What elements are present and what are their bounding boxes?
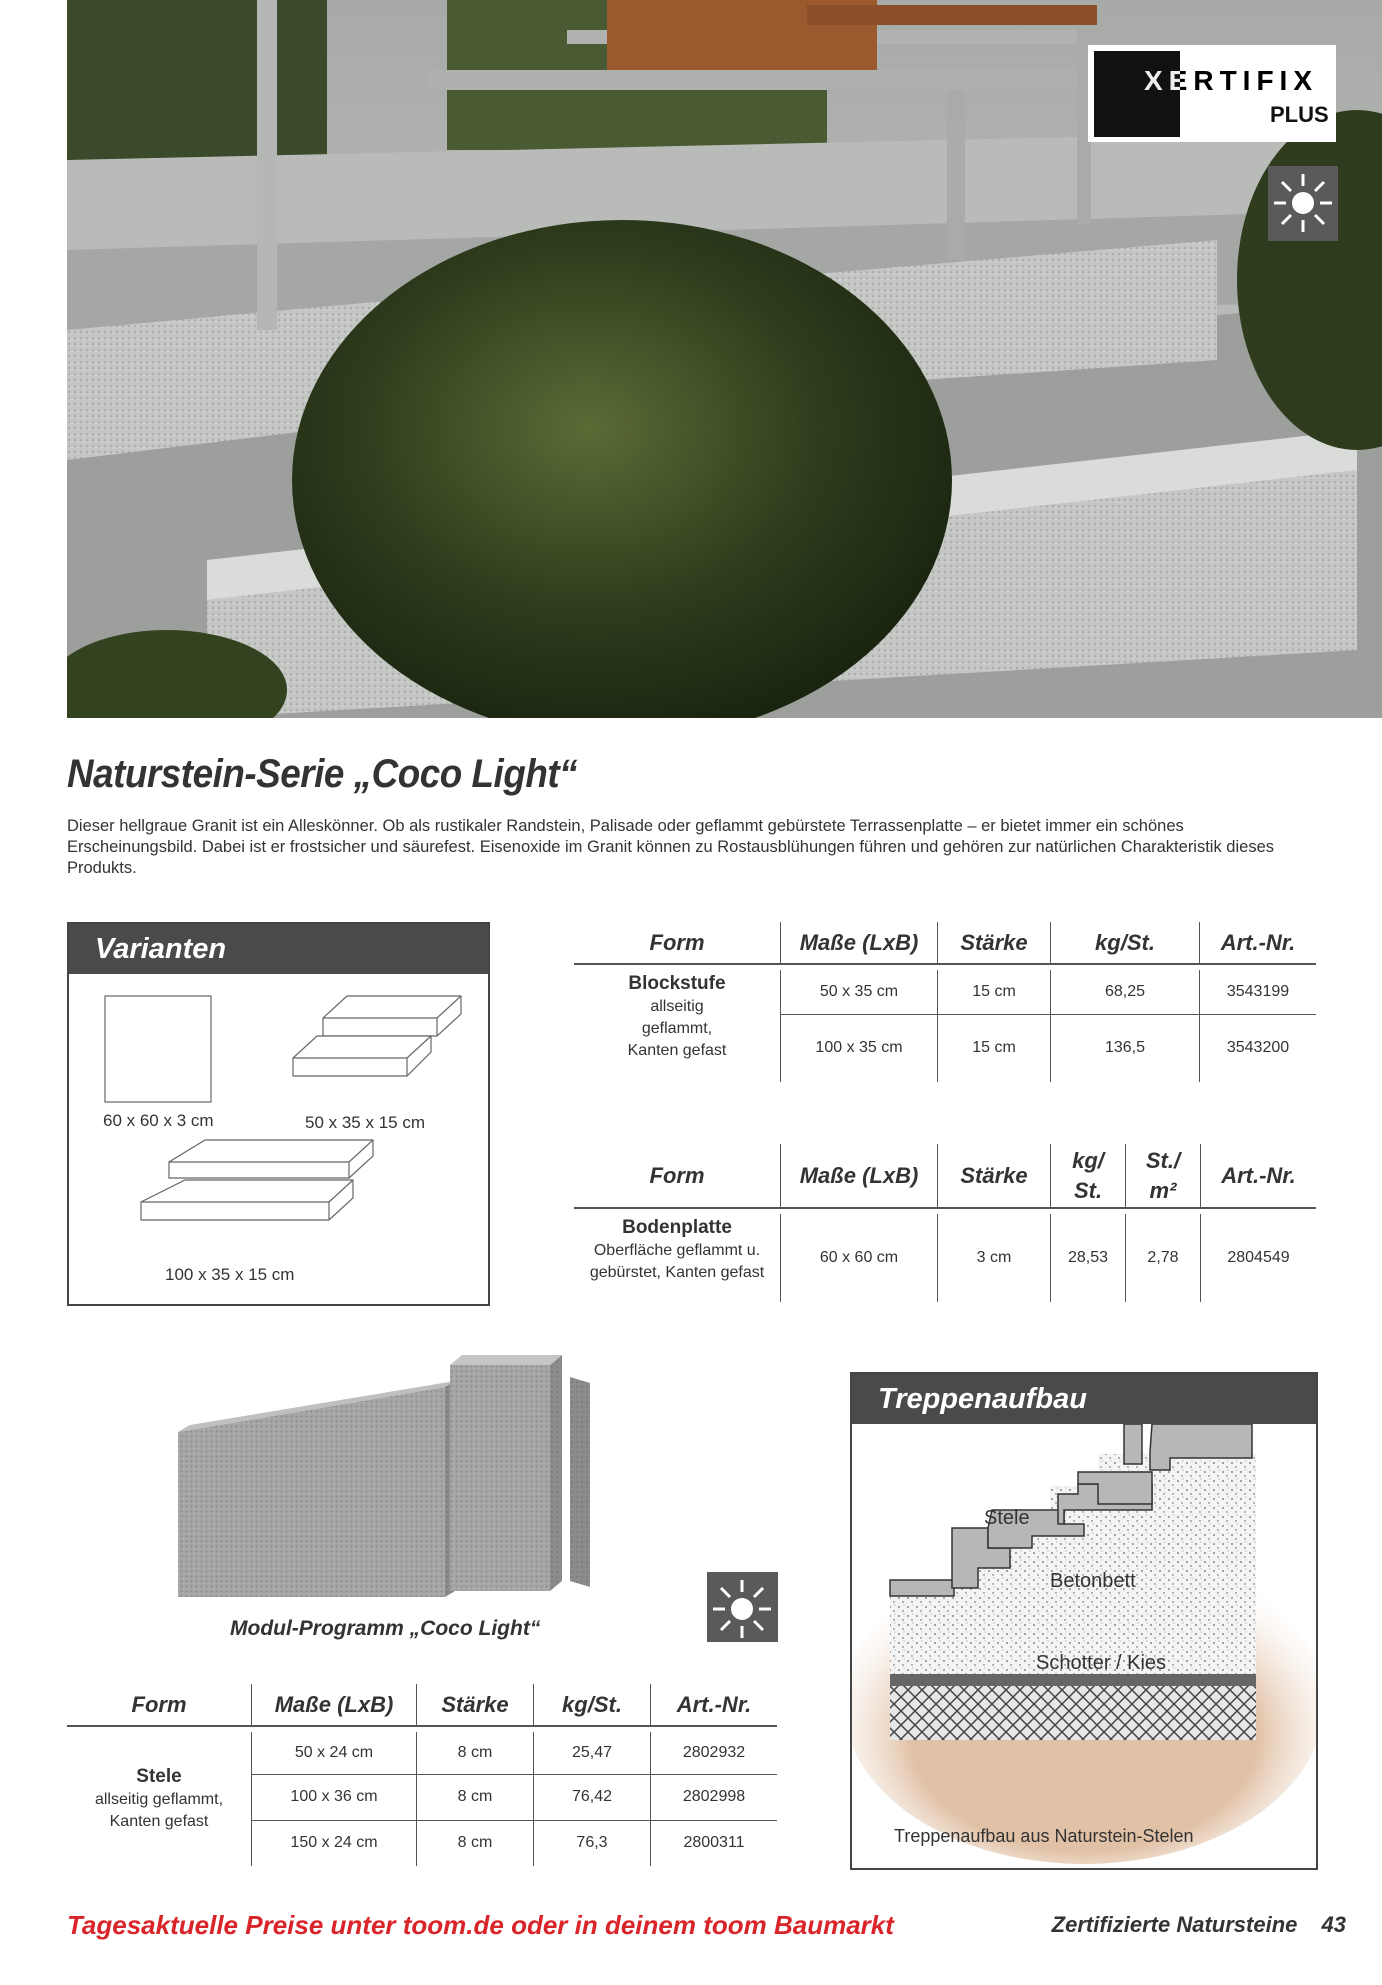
col-header-staerke: Stärke (938, 1144, 1051, 1208)
cell-kg: 68,25 (1051, 970, 1200, 1014)
col-header-kg-line2: St. (1073, 1177, 1103, 1203)
bodenplatte-table (574, 1144, 1316, 1302)
frost-sun-icon (1268, 166, 1338, 241)
varianten-heading: Varianten (69, 924, 488, 974)
cell-kg: 28,53 (1051, 1214, 1126, 1302)
stair-caption: Treppenaufbau aus Naturstein-Stelen (894, 1826, 1194, 1846)
cell-staerke: 3 cm (938, 1214, 1051, 1302)
form-desc-2: Kanten gefast (109, 1813, 209, 1830)
cell-artnr: 3543200 (1200, 1014, 1317, 1082)
cell-masse: 50 x 35 cm (781, 970, 938, 1014)
variant-illustrations (69, 974, 488, 1304)
cell-artnr: 2804549 (1201, 1214, 1317, 1302)
form-desc-2: gebürstet, Kanten gefast (589, 1264, 765, 1281)
cell-masse: 100 x 35 cm (781, 1014, 938, 1082)
cell-masse: 150 x 24 cm (252, 1820, 417, 1866)
stele-table (67, 1684, 777, 1866)
footer-price-note: Tagesaktuelle Preise unter toom.de oder in deinem toom Baumarkt (67, 1910, 894, 1940)
stair-label-schotter: Schotter / Kies (1036, 1652, 1167, 1674)
cell-kg: 76,3 (534, 1820, 651, 1866)
form-desc-1: Oberfläche geflammt u. (593, 1242, 761, 1259)
col-header-artnr: Art.-Nr. (1200, 922, 1317, 964)
cell-artnr: 2802932 (651, 1732, 778, 1774)
form-desc-2: geflammt, (641, 1020, 713, 1037)
col-header-masse: Maße (LxB) (781, 922, 938, 964)
cell-artnr: 2802998 (651, 1774, 778, 1820)
cell-masse: 50 x 24 cm (252, 1732, 417, 1774)
modul-caption: Modul-Programm „Coco Light“ (230, 1617, 541, 1640)
frost-sun-icon (707, 1572, 778, 1642)
col-header-form: Form (649, 1162, 705, 1188)
col-header-form: Form (131, 1691, 187, 1717)
cell-staerke: 8 cm (417, 1820, 534, 1866)
cell-artnr: 3543199 (1200, 970, 1317, 1014)
treppenaufbau-box (850, 1372, 1318, 1870)
form-name: Stele (136, 1766, 182, 1787)
variant-label-2: 50 x 35 x 15 cm (305, 1113, 426, 1132)
cell-kg: 25,47 (534, 1732, 651, 1774)
col-header-st-line1: St./ (1145, 1147, 1181, 1173)
col-header-masse: Maße (LxB) (781, 1144, 938, 1208)
cell-staerke: 15 cm (938, 1014, 1051, 1082)
footer-section (1052, 1912, 1346, 1938)
footer-section-title: Zertifizierte Natursteine (1051, 1912, 1298, 1937)
varianten-box (67, 922, 490, 1306)
cell-artnr: 2800311 (651, 1820, 778, 1866)
logo-main-text: XERTIFIX (1144, 65, 1319, 96)
stair-label-stele: Stele (984, 1507, 1030, 1529)
xertifix-logo (1088, 45, 1336, 142)
col-header-kg (1051, 1144, 1126, 1208)
col-header-kg: kg/St. (1051, 922, 1200, 964)
form-name: Blockstufe (628, 973, 726, 994)
col-header-staerke: Stärke (938, 922, 1051, 964)
col-header-artnr: Art.-Nr. (651, 1684, 778, 1726)
intro-text: Dieser hellgraue Granit ist ein Alleskönner. Ob als rustikaler Randstein, Palisade oder geflammt gebürstete Terrassenplatte – er bietet immer ein schönes Erscheinungsbild. Dabei ist er frostsicher und säurefest. Eisenoxide im Granit können zu Rostausblühungen führen und gehören zur natürlichen Charakteristik dieses Produkts. (67, 817, 1275, 877)
cell-staerke: 8 cm (417, 1774, 534, 1820)
form-name: Bodenplatte (622, 1217, 732, 1238)
cell-kg: 136,5 (1051, 1014, 1200, 1082)
cell-masse: 100 x 36 cm (252, 1774, 417, 1820)
table-row (574, 970, 1316, 1014)
blockstufe-table (574, 922, 1316, 1082)
logo-sub-text: PLUS (1270, 102, 1329, 127)
col-header-masse: Maße (LxB) (252, 1684, 417, 1726)
col-header-artnr: Art.-Nr. (1201, 1144, 1317, 1208)
cell-staerke: 8 cm (417, 1732, 534, 1774)
page-number: 43 (1321, 1912, 1346, 1937)
col-header-staerke: Stärke (417, 1684, 534, 1726)
variant-label-3: 100 x 35 x 15 cm (165, 1265, 295, 1284)
cell-staerke: 15 cm (938, 970, 1051, 1014)
page-title: Naturstein-Serie „Coco Light“ (67, 752, 578, 796)
col-header-st-m2 (1126, 1144, 1201, 1208)
form-desc-1: allseitig (650, 998, 704, 1015)
col-header-form: Form (649, 929, 705, 955)
cell-st-m2: 2,78 (1126, 1214, 1201, 1302)
cell-kg: 76,42 (534, 1774, 651, 1820)
form-desc-3: Kanten gefast (627, 1042, 727, 1059)
stair-diagram (852, 1424, 1316, 1864)
variant-label-1: 60 x 60 x 3 cm (103, 1111, 214, 1130)
modul-product-photo (170, 1355, 600, 1615)
form-desc-1: allseitig geflammt, (94, 1791, 224, 1808)
col-header-st-line2: m² (1149, 1177, 1177, 1203)
col-header-kg: kg/St. (534, 1684, 651, 1726)
stair-label-betonbett: Betonbett (1050, 1570, 1136, 1592)
cell-masse: 60 x 60 cm (781, 1214, 938, 1302)
table-row (67, 1732, 777, 1774)
col-header-kg-line1: kg/ (1072, 1147, 1104, 1173)
treppenaufbau-heading: Treppenaufbau (852, 1374, 1316, 1424)
table-row (574, 1214, 1316, 1302)
